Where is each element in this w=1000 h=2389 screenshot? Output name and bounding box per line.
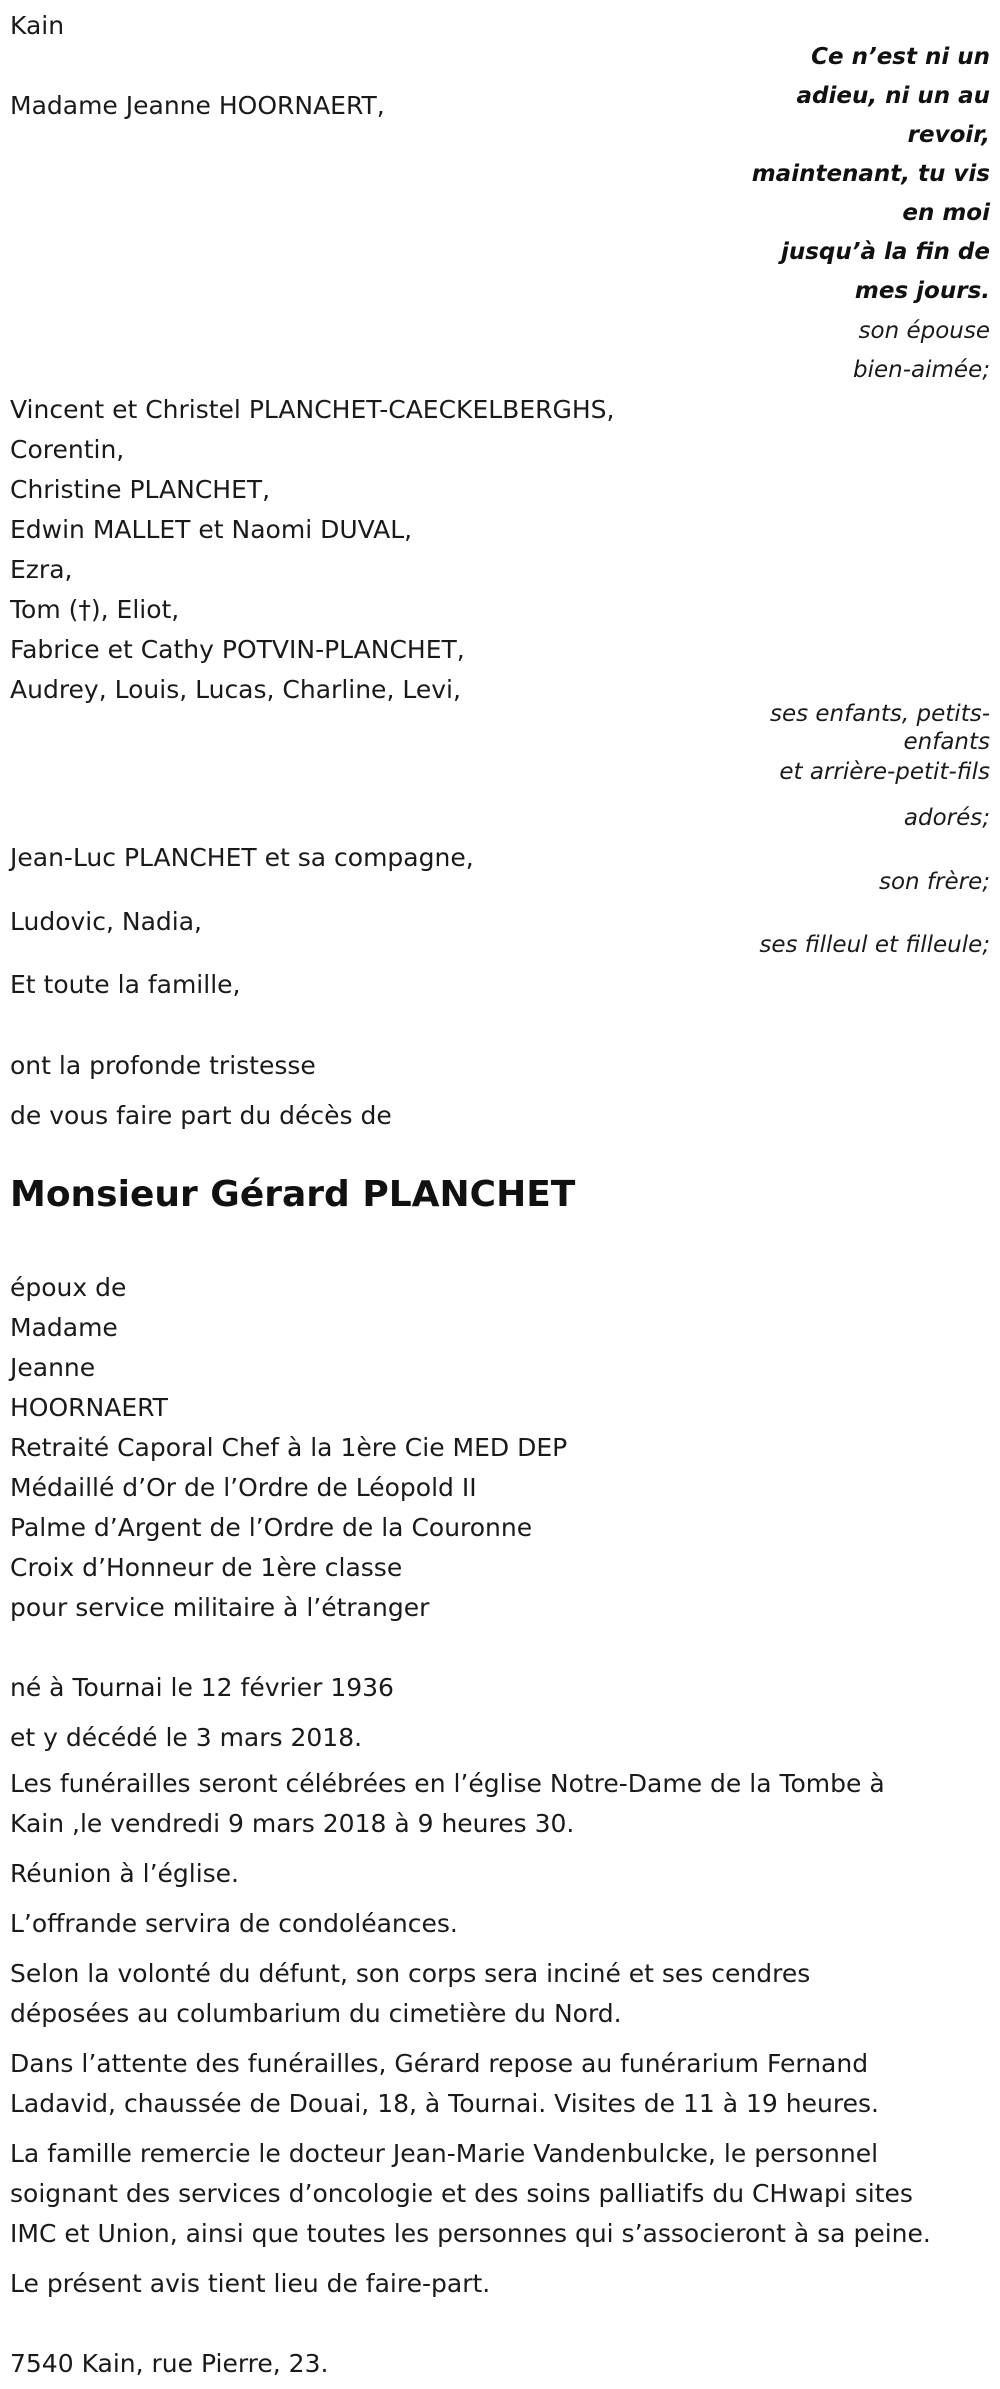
title-line: Jeanne [10, 1353, 96, 1382]
quote-line: mes jours. [854, 278, 990, 304]
quote-line: Ce n’est ni un [811, 44, 990, 70]
paragraph-line: soignant des services d’oncologie et des soins palliatifs du CHwapi sites [10, 2179, 913, 2208]
spouse-role: bien-aimée; [853, 357, 990, 383]
children-role: ses enfants, petits- [769, 701, 990, 727]
title-line: Palme d’Argent de l’Ordre de la Couronne [10, 1513, 533, 1542]
children-role: enfants [903, 729, 990, 755]
list-item: Edwin MALLET et Naomi DUVAL, [10, 515, 413, 544]
quote-line: jusqu’à la fin de [780, 239, 990, 265]
spouse-name: Madame Jeanne HOORNAERT, [10, 91, 385, 120]
title-line: Médaillé d’Or de l’Ordre de Léopold II [10, 1473, 477, 1502]
title-line: HOORNAERT [10, 1393, 168, 1422]
announce-line: de vous faire part du décès de [10, 1101, 392, 1130]
brother-role: son frère; [878, 869, 990, 895]
deceased-name: Monsieur Gérard PLANCHET [10, 1174, 576, 1215]
quote-line: revoir, [907, 122, 990, 148]
title-line: Madame [10, 1313, 118, 1342]
paragraph-line: La famille remercie le docteur Jean-Marie Vandenbulcke, le personnel [10, 2139, 879, 2168]
announce-line: ont la profonde tristesse [10, 1051, 316, 1080]
family-line: Et toute la famille, [10, 970, 241, 999]
title-line: Croix d’Honneur de 1ère classe [10, 1553, 403, 1582]
children-role: et arrière-petit-fils [779, 759, 990, 785]
title-line: pour service militaire à l’étranger [10, 1593, 430, 1622]
brother-name: Jean-Luc PLANCHET et sa compagne, [10, 843, 474, 872]
offering-line: L’offrande servira de condoléances. [10, 1909, 458, 1938]
paragraph-line: Les funérailles seront célébrées en l’église Notre-Dame de la Tombe à [10, 1769, 885, 1798]
birth-line: né à Tournai le 12 février 1936 [10, 1673, 394, 1702]
list-item: Ezra, [10, 555, 73, 584]
spouse-role: son épouse [858, 318, 990, 344]
address-line: 7540 Kain, rue Pierre, 23. [10, 2349, 329, 2378]
paragraph-line: IMC et Union, ainsi que toutes les personnes qui s’associeront à sa peine. [10, 2219, 931, 2248]
godchildren-role: ses filleul et filleule; [759, 932, 990, 958]
paragraph-line: Ladavid, chaussée de Douai, 18, à Tournai. Visites de 11 à 19 heures. [10, 2089, 879, 2118]
title-line: Retraité Caporal Chef à la 1ère Cie MED DEP [10, 1433, 568, 1462]
list-item: Audrey, Louis, Lucas, Charline, Levi, [10, 675, 461, 704]
notice-line: Le présent avis tient lieu de faire-part. [10, 2269, 491, 2298]
list-item: Corentin, [10, 435, 125, 464]
paragraph-line: Kain ,le vendredi 9 mars 2018 à 9 heures 30. [10, 1809, 575, 1838]
godchildren-names: Ludovic, Nadia, [10, 907, 202, 936]
reunion-line: Réunion à l’église. [10, 1859, 240, 1888]
death-line: et y décédé le 3 mars 2018. [10, 1723, 363, 1752]
paragraph-line: Selon la volonté du défunt, son corps sera inciné et ses cendres [10, 1959, 811, 1988]
quote-line: en moi [902, 200, 990, 226]
children-role: adorés; [903, 805, 990, 831]
quote-line: maintenant, tu vis [751, 161, 990, 187]
list-item: Tom (†), Eliot, [10, 595, 180, 624]
place-heading: Kain [10, 11, 65, 40]
quote-line: adieu, ni un au [796, 83, 990, 109]
list-item: Christine PLANCHET, [10, 475, 271, 504]
list-item: Vincent et Christel PLANCHET-CAECKELBERGHS, [10, 395, 615, 424]
paragraph-line: Dans l’attente des funérailles, Gérard repose au funérarium Fernand [10, 2049, 869, 2078]
title-line: époux de [10, 1273, 127, 1302]
paragraph-line: déposées au columbarium du cimetière du Nord. [10, 1999, 622, 2028]
list-item: Fabrice et Cathy POTVIN-PLANCHET, [10, 635, 465, 664]
